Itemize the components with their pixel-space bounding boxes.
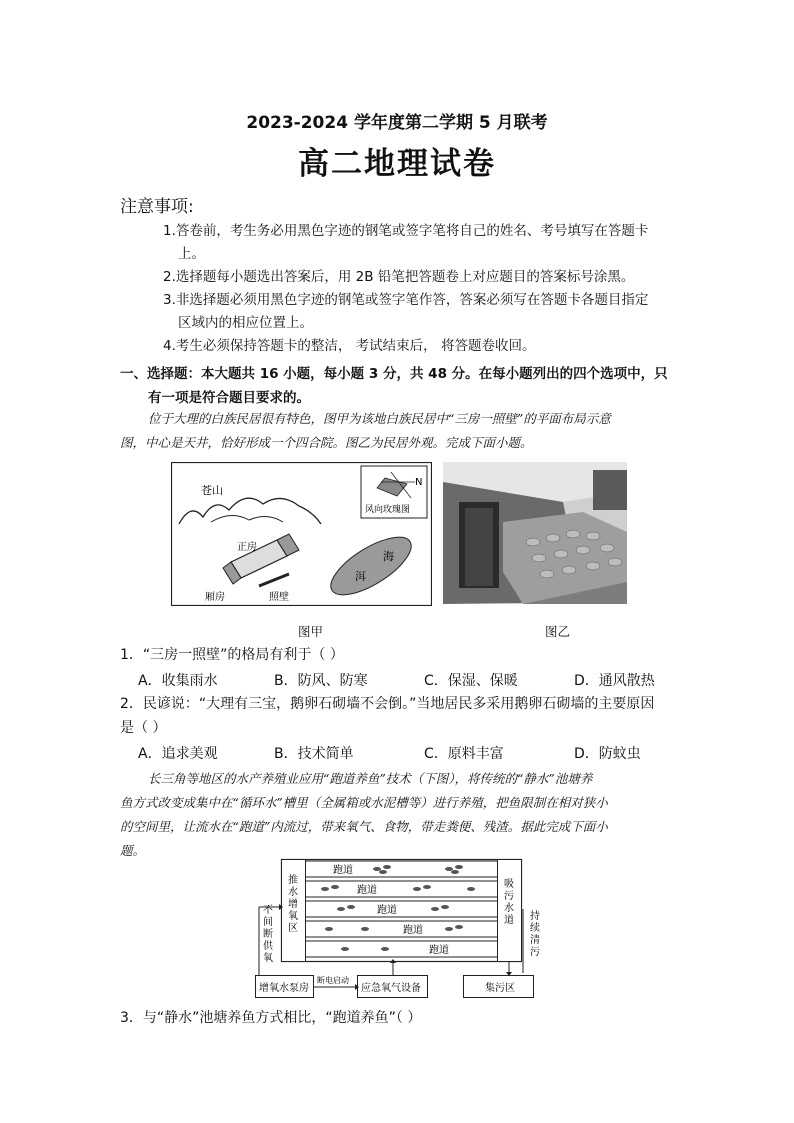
suction-char: 水 [504,903,514,914]
question-2-option-c[interactable]: C．原料丰富 [424,746,504,762]
lane-label: 跑道 [377,905,397,916]
continuous-char: 清 [530,935,540,946]
exam-title: 高二地理试卷 [298,146,496,182]
figure-yi-caption: 图乙 [545,624,571,639]
continuous-char: 持 [530,911,540,922]
question-2-option-b[interactable]: B．技术简单 [274,746,354,762]
figure-jia [171,462,432,606]
passage-line: 的空间里，让流水在“跑道”内流过，带来氧气、食物，带走粪便、残渣。据此完成下面小 [120,819,608,834]
screen-wall-label: 照壁 [269,592,289,603]
lane-label: 跑道 [357,885,377,896]
section-heading-line: 有一项是符合题目要求的。 [148,390,310,406]
uninterrupted-char: 供 [263,941,273,952]
continuous-char: 续 [530,923,540,934]
raceway-diagram [253,857,553,1002]
question-3-stem: 3．与“静水”池塘养鱼方式相比，“跑道养鱼”（ ） [120,1010,422,1026]
emergency-label: 应急氧气设备 [361,983,421,994]
collection-label: 集污区 [485,983,515,994]
lake-label: 海 [383,550,394,563]
question-1-option-a[interactable]: A．收集雨水 [138,673,218,689]
suction-char: 污 [504,891,514,902]
notice-item: 2.选择题每小题选出答案后，用 2B 铅笔把答题卷上对应题目的答案标号涂黑。 [163,269,635,285]
mountain-label: 苍山 [201,484,223,497]
push-zone-char: 氧 [288,911,298,922]
notice-item: 区域内的相应位置上。 [178,315,313,331]
passage-line: 长三角等地区的水产养殖业应用“跑道养鱼”技术（下图），将传统的“静水”池塘养 [148,771,593,786]
passage-line: 题。 [120,843,146,858]
figure-jia-caption: 图甲 [298,624,324,639]
north-label: N [415,477,423,488]
lane-label: 跑道 [403,925,423,936]
section-heading [120,362,680,410]
figure-yi-photo [443,462,627,604]
uninterrupted-char: 间 [263,917,273,928]
suction-char: 吸 [504,879,514,890]
passage-line: 位于大理的白族民居很有特色，图甲为该地白族民居中“三房一照壁”的平面布局示意 [148,411,611,426]
push-zone-char: 水 [288,887,298,898]
exam-subtitle: 2023-2024 学年度第二学期 5 月联考 [246,113,548,133]
question-2-option-a[interactable]: A．追求美观 [138,746,218,762]
push-zone-char: 推 [288,875,298,886]
wind-rose-label: 风向玫瑰图 [365,505,411,515]
continuous-char: 污 [530,947,540,958]
wing-house-label: 厢房 [205,592,225,603]
main-house-label: 正房 [237,542,257,553]
lake-label: 洱 [355,570,366,583]
notice-item: 4.考生必须保持答题卡的整洁， 考试结束后， 将答题卷收回。 [163,338,536,354]
passage-line: 鱼方式改变成集中在“循环水”槽里（全属箱或水泥槽等）进行养殖，把鱼限制在相对狭小 [120,795,608,810]
passage-line: 图，中心是天井，恰好形成一个四合院。图乙为民居外观。完成下面小题。 [120,435,533,450]
push-zone-char: 增 [288,899,298,910]
notice-heading: 注意事项: [120,197,194,217]
uninterrupted-char: 断 [263,929,273,940]
power-off-label: 断电启动 [317,976,349,985]
notice-item: 上。 [178,246,205,262]
question-1-option-b[interactable]: B．防风、防寒 [274,673,368,689]
question-2-stem: 是（ ） [120,720,167,736]
question-1-option-d[interactable]: D．通风散热 [574,673,655,689]
notice-item: 1.答卷前，考生务必用黑色字迹的钢笔或签字笔将自己的姓名、考号填写在答题卡 [163,223,649,239]
notice-item: 3.非选择题必须用黑色字迹的钢笔或签字笔作答，答案必须写在答题卡各题目指定 [163,292,649,308]
question-1-stem: 1．“三房一照壁”的格局有利于（ ） [120,647,344,663]
lane-label: 跑道 [333,865,353,876]
question-2-option-d[interactable]: D．防蚊虫 [574,746,641,762]
uninterrupted-char: 不 [263,905,273,916]
question-1-option-c[interactable]: C．保湿、保暖 [424,673,518,689]
lane-label: 跑道 [429,945,449,956]
uninterrupted-char: 氧 [263,953,273,964]
suction-char: 道 [504,915,514,926]
pump-room-label: 增氧水泵房 [259,983,309,994]
section-heading-line: 一、选择题：本大题共 16 小题，每小题 3 分，共 48 分。在每小题列出的四个选项中，只 [120,366,668,382]
question-2-stem: 2．民谚说：“大理有三宝，鹅卵石砌墙不会倒。”当地居民多采用鹅卵石砌墙的主要原因 [120,696,655,712]
push-zone-char: 区 [288,923,298,934]
